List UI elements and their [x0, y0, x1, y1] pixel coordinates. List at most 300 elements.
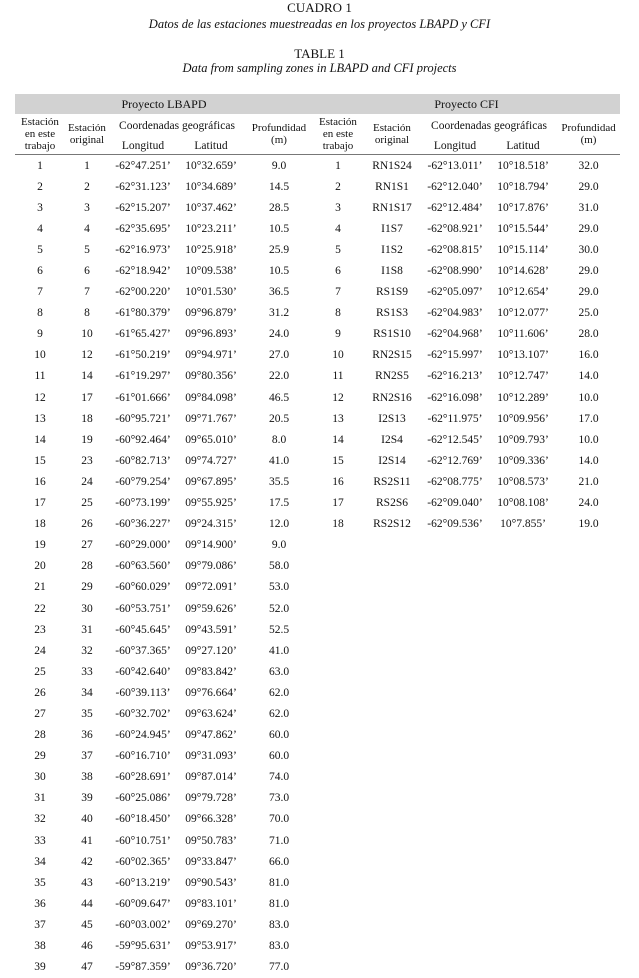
cfi-longitude-cell: [421, 661, 489, 682]
table-row: [15, 260, 620, 281]
cfi-latitude-cell: [489, 957, 557, 978]
cfi-longitude-cell: -62°13.011’: [427, 159, 483, 172]
lbapd-longitude-cell: -61°01.666’: [115, 391, 171, 404]
cfi-latitude-cell: 10°14.628’: [497, 265, 549, 278]
lbapd-longitude-cell: -60°82.713’: [115, 454, 171, 467]
cfi-longitude-cell: [421, 935, 489, 956]
lbapd-station-cell: 26: [34, 686, 46, 699]
lbapd-longitude-cell: -60°92.464’: [115, 433, 171, 446]
table-row: [15, 282, 620, 303]
cfi-longitude-cell: -62°12.040’: [427, 180, 483, 193]
table-row: [15, 914, 620, 935]
table-row: [15, 450, 620, 471]
cfi-station-cell: [313, 556, 363, 577]
cfi-latitude-cell: [489, 556, 557, 577]
table-row: [15, 830, 620, 851]
lbapd-station-cell: 33: [34, 834, 46, 847]
cfi-depth-cell: 25.0: [578, 307, 599, 320]
lbapd-longitude-cell: -60°28.691’: [115, 771, 171, 784]
lbapd-original-cell: 33: [81, 665, 93, 678]
cfi-depth-cell: 21.0: [578, 475, 599, 488]
cfi-longitude-cell: -62°08.815’: [427, 243, 483, 256]
lbapd-longitude-cell: -61°80.379’: [115, 307, 171, 320]
cfi-latitude-cell: 10°08.108’: [497, 497, 549, 510]
cfi-longitude-cell: -62°08.775’: [427, 475, 483, 488]
lbapd-original-cell: 35: [81, 707, 93, 720]
lbapd-depth-cell: 25.9: [268, 243, 290, 256]
lbapd-station-cell: 31: [34, 792, 46, 805]
lbapd-original-cell: 7: [84, 286, 90, 299]
cfi-depth-cell: [557, 682, 620, 703]
stations-table-wrapper: [15, 94, 620, 978]
cfi-longitude-cell: -62°12.545’: [427, 433, 483, 446]
lbapd-original-cell: 17: [81, 391, 93, 404]
cfi-original-cell: [363, 893, 421, 914]
lbapd-station-cell: 39: [34, 961, 46, 974]
cfi-longitude-cell: -62°09.040’: [427, 497, 483, 510]
lbapd-station-cell: 6: [37, 265, 43, 278]
cfi-original-cell: [363, 619, 421, 640]
lbapd-latitude-cell: 10°01.530’: [185, 286, 237, 299]
lbapd-original-cell: 36: [81, 729, 93, 742]
cfi-depth-cell: [557, 788, 620, 809]
cfi-original-cell: [363, 556, 421, 577]
cfi-original-cell: [363, 598, 421, 619]
cfi-longitude-cell: -62°16.098’: [427, 391, 483, 404]
cfi-station-cell: [313, 788, 363, 809]
lbapd-station-cell: 9: [37, 328, 43, 341]
lbapd-station-cell: 23: [34, 623, 46, 636]
cfi-longitude-cell: -62°12.769’: [427, 454, 483, 467]
cfi-original-cell: RN1S24: [372, 159, 412, 172]
lbapd-station-cell: 16: [34, 475, 46, 488]
lbapd-depth-cell: 22.0: [268, 370, 290, 383]
cfi-longitude-cell: -62°08.990’: [427, 265, 483, 278]
lbapd-latitude-cell: 10°09.538’: [185, 265, 237, 278]
cfi-latitude-cell: 10°09.336’: [497, 454, 549, 467]
cfi-station-cell: [313, 851, 363, 872]
cfi-longitude-cell: [421, 957, 489, 978]
cfi-longitude-cell: [421, 767, 489, 788]
cfi-latitude-cell: 10°12.654’: [497, 286, 549, 299]
cfi-original-cell: [363, 767, 421, 788]
table-row: [15, 872, 620, 893]
cfi-longitude-header: Longitud: [433, 140, 477, 152]
cfi-latitude-cell: [489, 682, 557, 703]
cfi-latitude-cell: 10°09.793’: [497, 433, 549, 446]
english-table-title: Data from sampling zones in LBAPD and CFI projects: [182, 61, 457, 75]
cfi-original-cell: [363, 809, 421, 830]
lbapd-original-cell: 27: [81, 539, 93, 552]
lbapd-longitude-cell: -60°63.560’: [115, 560, 171, 573]
cfi-longitude-cell: [421, 830, 489, 851]
cfi-depth-cell: [557, 640, 620, 661]
cfi-depth-cell: 10.0: [578, 391, 599, 404]
lbapd-station-cell: 28: [34, 729, 46, 742]
lbapd-station-cell: 20: [34, 560, 46, 573]
cfi-station-cell: 1: [335, 159, 341, 172]
cfi-depth-cell: 10.0: [578, 433, 599, 446]
lbapd-station-cell: 5: [37, 243, 43, 256]
table-row: [15, 598, 620, 619]
cfi-latitude-cell: [489, 809, 557, 830]
cfi-latitude-cell: 10°12.289’: [497, 391, 549, 404]
lbapd-depth-cell: 71.0: [268, 834, 290, 847]
cfi-original-cell: [363, 577, 421, 598]
lbapd-longitude-cell: -62°47.251’: [115, 159, 171, 172]
lbapd-latitude-cell: 09°65.010’: [185, 433, 237, 446]
table-row: [15, 324, 620, 345]
cfi-longitude-cell: -62°12.484’: [427, 201, 483, 214]
cfi-latitude-cell: [489, 535, 557, 556]
lbapd-depth-header: Profundidad (m): [251, 122, 307, 146]
cfi-original-cell: RS2S6: [376, 497, 408, 510]
cfi-original-cell: RN2S15: [372, 349, 412, 362]
lbapd-longitude-cell: -62°35.695’: [115, 222, 171, 235]
lbapd-station-cell: 37: [34, 918, 46, 931]
lbapd-original-cell: 47: [81, 961, 93, 974]
lbapd-original-cell: 6: [84, 265, 90, 278]
cfi-station-cell: 7: [335, 286, 341, 299]
lbapd-station-cell: 22: [34, 602, 46, 615]
lbapd-original-cell: 32: [81, 644, 93, 657]
lbapd-latitude-cell: 09°71.767’: [185, 412, 237, 425]
cfi-station-cell: [313, 935, 363, 956]
table-row: [15, 746, 620, 767]
lbapd-longitude-cell: -60°73.199’: [115, 497, 171, 510]
lbapd-longitude-cell: -60°02.365’: [115, 855, 171, 868]
lbapd-longitude-cell: -60°29.000’: [115, 539, 171, 552]
cfi-station-cell: [313, 767, 363, 788]
lbapd-original-cell: 23: [81, 454, 93, 467]
cfi-longitude-cell: [421, 703, 489, 724]
lbapd-latitude-cell: 09°66.328’: [185, 813, 237, 826]
cfi-original-cell: [363, 725, 421, 746]
cfi-depth-cell: [557, 598, 620, 619]
cfi-longitude-cell: [421, 556, 489, 577]
lbapd-latitude-cell: 10°23.211’: [185, 222, 237, 235]
cfi-depth-cell: [557, 703, 620, 724]
lbapd-longitude-cell: -60°42.640’: [115, 665, 171, 678]
lbapd-latitude-cell: 10°25.918’: [185, 243, 237, 256]
cfi-longitude-cell: [421, 872, 489, 893]
lbapd-original-cell: 24: [81, 475, 93, 488]
cfi-depth-cell: 14.0: [578, 370, 599, 383]
cfi-latitude-cell: 10°15.544’: [497, 222, 549, 235]
cfi-longitude-cell: -62°05.097’: [427, 286, 483, 299]
lbapd-longitude-cell: -60°16.710’: [115, 750, 171, 763]
lbapd-depth-cell: 9.0: [271, 159, 287, 172]
table-row: [15, 535, 620, 556]
cfi-station-cell: 2: [335, 180, 341, 193]
cfi-latitude-cell: 10°15.114’: [497, 243, 549, 256]
cfi-depth-cell: [557, 619, 620, 640]
english-table-label: TABLE 1: [294, 46, 345, 61]
spanish-table-label: CUADRO 1: [287, 0, 352, 15]
lbapd-station-cell: 14: [34, 433, 46, 446]
table-row: [15, 577, 620, 598]
cfi-station-cell: 3: [335, 201, 341, 214]
cfi-depth-cell: [557, 767, 620, 788]
cfi-original-cell: I2S13: [378, 412, 406, 425]
lbapd-latitude-cell: 09°74.727’: [185, 454, 237, 467]
lbapd-depth-cell: 52.5: [268, 623, 290, 636]
table-row: [15, 809, 620, 830]
table-row: [15, 893, 620, 914]
lbapd-depth-cell: 81.0: [268, 897, 290, 910]
table-row: [15, 661, 620, 682]
lbapd-latitude-cell: 09°63.624’: [185, 707, 237, 720]
cfi-depth-cell: [557, 830, 620, 851]
lbapd-station-work-header: Estación en este trabajo: [21, 116, 59, 152]
table-row: [15, 471, 620, 492]
cfi-original-cell: [363, 661, 421, 682]
lbapd-latitude-cell: 09°83.101’: [185, 897, 237, 910]
lbapd-original-cell: 1: [84, 159, 90, 172]
cfi-station-cell: 17: [332, 497, 344, 510]
cfi-station-cell: [313, 682, 363, 703]
lbapd-original-cell: 4: [84, 222, 90, 235]
cfi-latitude-cell: [489, 661, 557, 682]
lbapd-original-cell: 28: [81, 560, 93, 573]
lbapd-station-cell: 15: [34, 454, 46, 467]
cfi-station-cell: 16: [332, 475, 344, 488]
lbapd-latitude-cell: 09°59.626’: [185, 602, 237, 615]
lbapd-original-cell: 5: [84, 243, 90, 256]
table-row: [15, 493, 620, 514]
cfi-latitude-cell: 10°18.794’: [497, 180, 549, 193]
lbapd-longitude-cell: -62°15.207’: [115, 201, 171, 214]
lbapd-latitude-cell: 09°72.091’: [185, 581, 237, 594]
lbapd-original-cell: 43: [81, 876, 93, 889]
table-row: [15, 935, 620, 956]
lbapd-depth-cell: 81.0: [268, 876, 290, 889]
table-row: [15, 957, 620, 978]
cfi-depth-cell: 29.0: [578, 265, 599, 278]
lbapd-longitude-cell: -60°36.227’: [115, 518, 171, 531]
cfi-longitude-cell: [421, 640, 489, 661]
cfi-longitude-cell: [421, 725, 489, 746]
cfi-station-cell: [313, 957, 363, 978]
lbapd-latitude-cell: 09°33.847’: [185, 855, 237, 868]
lbapd-depth-cell: 63.0: [268, 665, 290, 678]
lbapd-longitude-cell: -62°31.123’: [115, 180, 171, 193]
lbapd-depth-cell: 12.0: [268, 518, 290, 531]
lbapd-original-cell: 38: [81, 771, 93, 784]
lbapd-latitude-cell: 09°96.879’: [185, 307, 237, 320]
cfi-depth-cell: [557, 957, 620, 978]
cfi-longitude-cell: [421, 788, 489, 809]
lbapd-station-original-header: Estación original: [68, 122, 106, 146]
lbapd-latitude-cell: 09°14.900’: [185, 539, 237, 552]
lbapd-depth-cell: 66.0: [268, 855, 290, 868]
cfi-latitude-cell: [489, 851, 557, 872]
cfi-station-cell: [313, 598, 363, 619]
cfi-station-cell: 18: [332, 518, 344, 531]
cfi-depth-cell: 29.0: [578, 286, 599, 299]
lbapd-depth-cell: 46.5: [268, 391, 290, 404]
cfi-latitude-header: Latitud: [506, 140, 540, 152]
lbapd-longitude-header: Longitud: [121, 140, 165, 152]
cfi-longitude-cell: -62°08.921’: [427, 222, 483, 235]
cfi-station-cell: [313, 577, 363, 598]
cfi-original-cell: [363, 788, 421, 809]
lbapd-original-cell: 31: [81, 623, 93, 636]
lbapd-original-cell: 26: [81, 518, 93, 531]
lbapd-depth-cell: 36.5: [268, 286, 290, 299]
lbapd-original-cell: 12: [81, 349, 93, 362]
lbapd-longitude-cell: -61°65.427’: [115, 328, 171, 341]
lbapd-depth-cell: 62.0: [268, 707, 290, 720]
cfi-latitude-cell: 10°12.747’: [497, 370, 549, 383]
cfi-depth-cell: 29.0: [578, 180, 599, 193]
cfi-original-cell: [363, 703, 421, 724]
cfi-coords-header: Coordenadas geográficas: [431, 120, 547, 132]
lbapd-station-cell: 11: [34, 370, 46, 383]
lbapd-latitude-cell: 09°53.917’: [185, 940, 237, 953]
stations-table: [15, 94, 620, 978]
cfi-original-cell: [363, 935, 421, 956]
lbapd-original-cell: 39: [81, 792, 93, 805]
lbapd-latitude-cell: 09°43.591’: [185, 623, 237, 636]
lbapd-longitude-cell: -62°00.220’: [115, 286, 171, 299]
project-lbapd-heading: Proyecto LBAPD: [15, 94, 313, 114]
lbapd-depth-cell: 73.0: [268, 792, 290, 805]
lbapd-latitude-cell: 09°67.895’: [185, 475, 237, 488]
cfi-depth-cell: 30.0: [578, 243, 599, 256]
lbapd-station-cell: 32: [34, 813, 46, 826]
cfi-original-cell: RN2S5: [375, 370, 409, 383]
cfi-original-cell: RS1S9: [376, 286, 408, 299]
cfi-original-cell: [363, 640, 421, 661]
lbapd-original-cell: 44: [81, 897, 93, 910]
table-row: [15, 556, 620, 577]
lbapd-latitude-cell: 10°32.659’: [185, 159, 237, 172]
lbapd-original-cell: 8: [84, 307, 90, 320]
cfi-latitude-cell: 10°18.518’: [497, 159, 549, 172]
cfi-latitude-cell: [489, 830, 557, 851]
lbapd-original-cell: 45: [81, 918, 93, 931]
lbapd-station-cell: 29: [34, 750, 46, 763]
cfi-station-cell: 4: [335, 222, 341, 235]
lbapd-depth-cell: 60.0: [268, 729, 290, 742]
cfi-longitude-cell: -62°11.975’: [427, 412, 483, 425]
lbapd-latitude-cell: 09°83.842’: [185, 665, 237, 678]
cfi-original-cell: RN2S16: [372, 391, 412, 404]
lbapd-latitude-cell: 09°69.270’: [185, 918, 237, 931]
lbapd-latitude-cell: 09°36.720’: [185, 961, 237, 974]
cfi-original-cell: [363, 535, 421, 556]
lbapd-original-cell: 29: [81, 581, 93, 594]
cfi-depth-cell: [557, 809, 620, 830]
cfi-depth-cell: 16.0: [578, 349, 599, 362]
lbapd-station-cell: 30: [34, 771, 46, 784]
lbapd-station-cell: 21: [34, 581, 46, 594]
lbapd-latitude-cell: 09°76.664’: [185, 686, 237, 699]
cfi-longitude-cell: [421, 851, 489, 872]
lbapd-longitude-cell: -59°95.631’: [115, 940, 171, 953]
lbapd-latitude-header: Latitud: [194, 140, 228, 152]
cfi-longitude-cell: [421, 598, 489, 619]
cfi-original-cell: I1S2: [381, 243, 403, 256]
cfi-latitude-cell: 10°08.573’: [497, 475, 549, 488]
cfi-station-cell: 6: [335, 265, 341, 278]
lbapd-longitude-cell: -60°10.751’: [115, 834, 171, 847]
table-row: [15, 429, 620, 450]
cfi-longitude-cell: [421, 619, 489, 640]
cfi-longitude-cell: -62°04.983’: [427, 307, 483, 320]
cfi-latitude-cell: [489, 598, 557, 619]
cfi-latitude-cell: [489, 703, 557, 724]
cfi-original-cell: [363, 746, 421, 767]
cfi-longitude-cell: -62°16.213’: [427, 370, 483, 383]
lbapd-original-cell: 37: [81, 750, 93, 763]
cfi-latitude-cell: [489, 746, 557, 767]
cfi-latitude-cell: [489, 577, 557, 598]
cfi-depth-cell: 31.0: [578, 201, 599, 214]
lbapd-longitude-cell: -61°19.297’: [115, 370, 171, 383]
lbapd-depth-cell: 41.0: [268, 644, 290, 657]
cfi-station-cell: [313, 535, 363, 556]
cfi-latitude-cell: 10°12.077’: [497, 307, 549, 320]
cfi-latitude-cell: [489, 725, 557, 746]
lbapd-depth-cell: 28.5: [268, 201, 290, 214]
cfi-original-cell: RN1S1: [375, 180, 409, 193]
lbapd-station-cell: 3: [37, 201, 43, 214]
lbapd-longitude-cell: -60°60.029’: [115, 581, 171, 594]
lbapd-depth-cell: 83.0: [268, 940, 290, 953]
lbapd-depth-cell: 58.0: [268, 560, 290, 573]
cfi-original-cell: RS2S11: [373, 475, 411, 488]
cfi-station-cell: [313, 830, 363, 851]
cfi-depth-header: Profundidad (m): [561, 122, 616, 146]
lbapd-depth-cell: 74.0: [268, 771, 290, 784]
cfi-latitude-cell: 10°7.855’: [500, 518, 546, 531]
lbapd-coords-header: Coordenadas geográficas: [119, 120, 235, 132]
lbapd-depth-cell: 9.0: [271, 539, 287, 552]
cfi-depth-cell: [557, 577, 620, 598]
lbapd-original-cell: 2: [84, 180, 90, 193]
cfi-station-cell: 12: [332, 391, 344, 404]
lbapd-original-cell: 40: [81, 813, 93, 826]
lbapd-depth-cell: 10.5: [268, 265, 290, 278]
lbapd-station-cell: 38: [34, 940, 46, 953]
cfi-depth-cell: 29.0: [578, 222, 599, 235]
lbapd-depth-cell: 83.0: [268, 918, 290, 931]
cfi-station-cell: 9: [335, 328, 341, 341]
cfi-latitude-cell: [489, 788, 557, 809]
captions: [0, 0, 639, 76]
table-row: [15, 682, 620, 703]
cfi-station-original-header: Estación original: [373, 122, 411, 146]
cfi-depth-cell: 28.0: [578, 328, 599, 341]
cfi-longitude-cell: [421, 577, 489, 598]
cfi-station-cell: [313, 872, 363, 893]
spanish-table-title: Datos de las estaciones muestreadas en los proyectos LBAPD y CFI: [148, 17, 491, 31]
lbapd-depth-cell: 24.0: [268, 328, 290, 341]
cfi-original-cell: I2S4: [381, 433, 403, 446]
cfi-station-cell: 5: [335, 243, 341, 256]
cfi-latitude-cell: [489, 914, 557, 935]
lbapd-longitude-cell: -60°95.721’: [115, 412, 171, 425]
lbapd-latitude-cell: 09°79.086’: [185, 560, 237, 573]
cfi-latitude-cell: [489, 893, 557, 914]
lbapd-station-cell: 36: [34, 897, 46, 910]
cfi-longitude-cell: [421, 893, 489, 914]
table-row: [15, 303, 620, 324]
lbapd-original-cell: 18: [81, 412, 93, 425]
cfi-original-cell: I1S7: [381, 222, 403, 235]
